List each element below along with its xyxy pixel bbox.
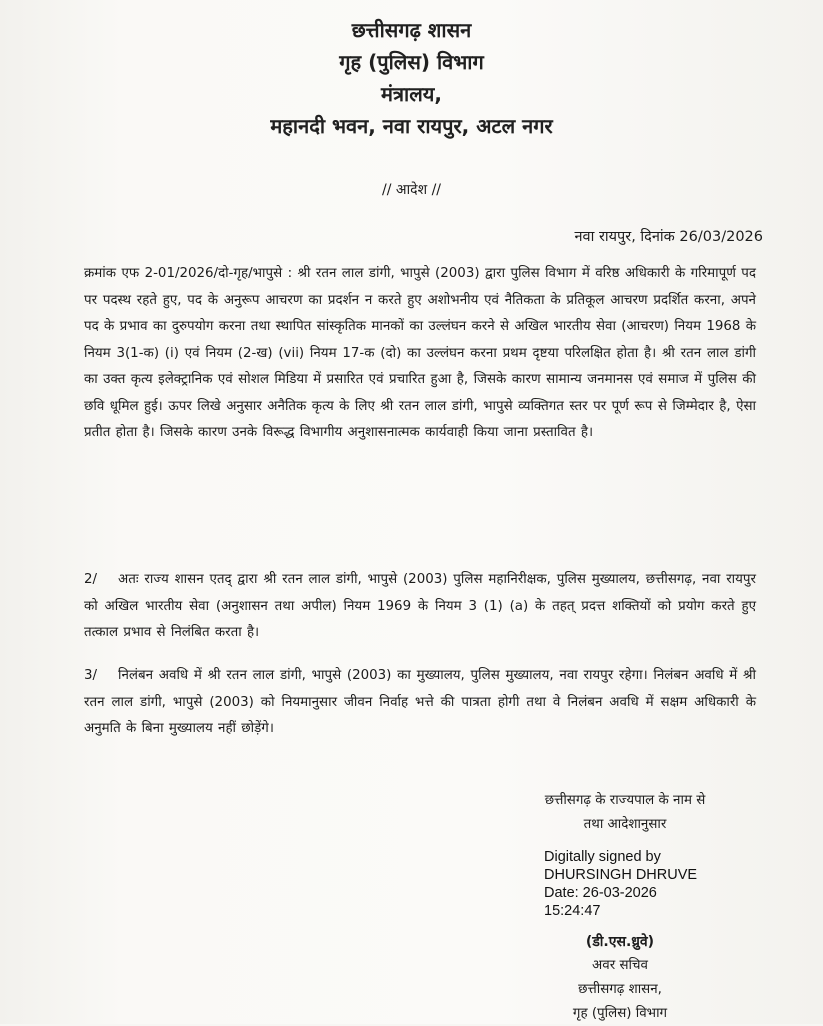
paragraph-3-text: निलंबन अवधि में श्री रतन लाल डांगी, भापुसे (2003) का मुख्यालय, पुलिस मुख्यालय, नवा रायपुर रहेगा। निलंबन अवधि में श्री रतन लाल डांगी, भापुसे (2003) को नियमानुसार जीवन निर्वाह भत्ते की पात्रता होगी तथा वे निलंबन अवधि में सक्षम अधिकारी के अनुमति के बिना मुख्यालय नहीं छोड़ेंगे। [84,668,756,736]
signatory-department-1: छत्तीसगढ़ शासन, [578,982,662,997]
letterhead [0,14,823,142]
order-title: // आदेश // [381,182,442,198]
signature-line-1: छत्तीसगढ़ के राज्यपाल के नाम से [544,793,706,808]
digital-signature [544,848,697,920]
place-date: नवा रायपुर, दिनांक 26/03/2026 [574,229,763,245]
paragraph-1 [84,261,756,447]
signatory-block [520,930,720,1026]
digital-signature-date: Date: 26-03-2026 [544,885,657,901]
paragraph-2-number: 2/ [84,572,98,587]
digital-signature-name: DHURSINGH DHRUVE [544,867,698,883]
paragraph-1-text: क्रमांक एफ 2-01/2026/दो-गृह/भापुसे : श्री रतन लाल डांगी, भापुसे (2003) द्वारा पुलिस विभाग में वरिष्ठ अधिकारी के गरिमापूर्ण पद पर पदस्थ रहते हुए, पद के अनुरूप आचरण का प्रदर्शन न करते हुए अशोभनीय एवं नैतिकता के प्रतिकूल आचरण प्रदर्शित करना, अपने पद के प्रभाव का दुरुपयोग करना तथा स्थापित सांस्कृतिक मानकों का उल्लंघन करने से अखिल भारतीय सेवा (आचरण) नियम 1968 के नियम 3(1-क) (i) एवं नियम (2-ख) (vii) नियम 17-क (दो) का उल्लंघन करना प्रथम दृष्टया परिलक्षित होता है। श्री रतन लाल डांगी का उक्त कृत्य इलेक्ट्रानिक एवं सोशल मिडिया में प्रसारित एवं प्रचारित हुआ है, जिसके कारण सामान्य जनमानस एवं समाज में पुलिस की छवि धूमिल हुई। ऊपर लिखे अनुसार अनैतिक कृत्य के लिए श्री रतन लाल डांगी, भापुसे व्यक्तिगत स्तर पर पूर्ण रूप से जिम्मेदार है, ऐसा प्रतीत होता है। जिसके कारण उनके विरूद्ध विभागीय अनुशासनात्मक कार्यवाही किया जाना प्रस्तावित है। [84,266,756,440]
signatory-name: (डी.एस.ध्रुवे) [585,934,655,950]
header-government: छत्तीसगढ़ शासन [351,18,472,42]
header-department: गृह (पुलिस) विभाग [339,50,484,74]
signature-authority [500,789,750,837]
paragraph-2 [84,567,756,647]
digital-signature-label: Digitally signed by [544,849,661,865]
header-address: महानदी भवन, नवा रायपुर, अटल नगर [270,114,553,138]
signatory-department-2: गृह (पुलिस) विभाग [572,1006,668,1021]
signatory-designation: अवर सचिव [592,958,648,973]
paragraph-3-number: 3/ [84,668,98,683]
paragraph-2-text: अतः राज्य शासन एतद् द्वारा श्री रतन लाल डांगी, भापुसे (2003) पुलिस महानिरीक्षक, पुलिस मुख्यालय, छत्तीसगढ़, नवा रायपुर को अखिल भारतीय सेवा (अनुशासन तथा अपील) नियम 1969 के नियम 3 (1) (a) के तहत् प्रदत्त शक्तियों को प्रयोग करते हुए तत्काल प्रभाव से निलंबित करता है। [84,572,756,640]
header-ministry: मंत्रालय, [381,82,442,106]
paragraph-3 [84,663,756,743]
digital-signature-time: 15:24:47 [544,903,601,919]
signature-line-2: तथा आदेशानुसार [583,817,667,832]
